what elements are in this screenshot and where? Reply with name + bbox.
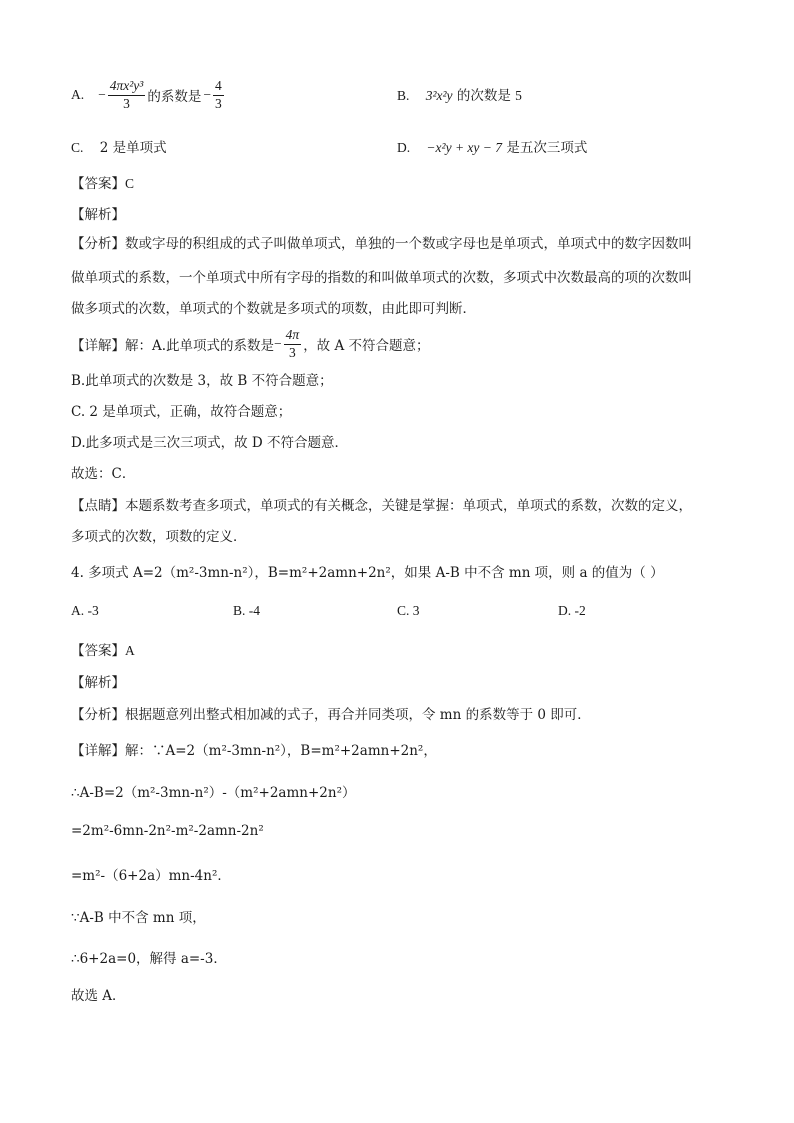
- option-a-numerator: 4πx²y³: [108, 79, 146, 96]
- fenxi-line-2: 做单项式的系数，一个单项式中所有字母的指数的和叫做单项式的次数，多项式中次数最高的项的次数叫: [71, 270, 692, 286]
- q4-step-2: ∴A-B=2（m²-3mn-n²）-（m²+2amn+2n²）: [71, 785, 356, 801]
- q3-fenxi: [71, 234, 692, 254]
- option-a-value-denominator: 3: [214, 95, 222, 111]
- option-d-label: D.: [397, 140, 411, 155]
- q3-option-a: [71, 74, 226, 116]
- q4-option-a: A. -3: [71, 603, 99, 618]
- xiangjie-fraction: [284, 328, 302, 361]
- option-d-text: 是五次三项式: [506, 140, 588, 156]
- option-b-label: B.: [397, 88, 410, 103]
- q4-option-b: B. -4: [233, 603, 260, 618]
- option-a-value-fraction: [213, 79, 224, 112]
- xiangjie-text-post: ，故 A 不符合题意；: [303, 338, 430, 354]
- fenxi-tag: 【分析】: [71, 707, 125, 723]
- q3-xiangjie-line-2: B.此单项式的次数是 3，故 B 不符合题意；: [71, 373, 333, 389]
- q3-dianjing-line-2: 多项式的次数，项数的定义．: [71, 529, 247, 545]
- fenxi-line-3: 做多项式的次数，单项式的个数就是多项式的项数，由此即可判断．: [71, 301, 476, 317]
- dianjing-tag: 【点睛】: [71, 498, 125, 514]
- fenxi-line-1: 数或字母的积组成的式子叫做单项式，单独的一个数或字母也是单项式，单项式中的数字因数叫: [125, 236, 692, 252]
- option-a-denominator: 3: [123, 95, 130, 111]
- q4-step-5: ∵A-B 中不含 mn 项，: [71, 910, 206, 926]
- dianjing-text-1: 本题系数考查多项式，单项式的有关概念，关键是掌握：单项式，单项式的系数，次数的定义，: [125, 498, 692, 514]
- q3-answer: [71, 172, 134, 192]
- option-a-fraction: [108, 79, 146, 112]
- q3-option-c: [71, 136, 167, 156]
- step-1-text: 解：∵A=2（m²-3mn-n²），B=m²+2amn+2n²，: [125, 743, 437, 759]
- option-a-value-numerator: 4: [213, 79, 224, 96]
- q3-xiangjie-line-5: 故选：C．: [71, 466, 136, 482]
- xiangjie-minus: −: [274, 336, 282, 351]
- option-c-text: 2 是单项式: [99, 140, 167, 156]
- option-b-value: 5: [515, 88, 522, 103]
- fenxi-text: 根据题意列出整式相加减的式子，再合并同类项，令 mn 的系数等于 0 即可．: [125, 707, 591, 723]
- q4-step-3: =2m²-6mn-2n²-m²-2amn-2n²: [71, 823, 264, 839]
- q3-option-d: [397, 136, 587, 156]
- option-b-expression: 3²x²y: [425, 88, 453, 103]
- option-d-expression: −x²y + xy − 7: [426, 140, 503, 155]
- answer-value: A: [125, 643, 135, 658]
- xiangjie-text-pre: 解：A.此单项式的系数是: [125, 338, 275, 354]
- q4-option-c: C. 3: [397, 603, 420, 618]
- q4-answer: [71, 639, 135, 659]
- xiangjie-denominator: 3: [289, 344, 296, 360]
- answer-tag: 【答案】: [71, 176, 125, 192]
- q3-xiangjie-line-3: C. 2 是单项式，正确，故符合题意；: [71, 404, 292, 420]
- answer-tag: 【答案】: [71, 643, 125, 659]
- q3-dianjing-line-1: [71, 494, 692, 514]
- q3-xiangjie-line-4: D.此多项式是三次三项式，故 D 不符合题意．: [71, 435, 349, 451]
- option-a-label: A.: [71, 87, 85, 102]
- xiangjie-tag: 【详解】: [71, 743, 125, 759]
- q3-option-b: [397, 84, 522, 104]
- q4-step-6: ∴6+2a=0，解得 a=-3．: [71, 951, 227, 967]
- option-c-label: C.: [71, 140, 84, 155]
- q4-xiangjie-step-1: [71, 739, 437, 759]
- q4-stem: 4. 多项式 A=2（m²-3mn-n²），B=m²+2amn+2n²，如果 A-B 中不含 mn 项，则 a 的值为（ ）: [71, 565, 664, 581]
- q4-step-7: 故选 A．: [71, 988, 126, 1004]
- q4-analysis-tag: 【解析】: [71, 675, 125, 691]
- xiangjie-tag: 【详解】: [71, 338, 125, 354]
- option-a-minus: −: [98, 87, 106, 102]
- option-b-text: 的次数是: [456, 88, 511, 104]
- q4-option-d: D. -2: [558, 603, 586, 618]
- xiangjie-numerator: 4π: [284, 328, 302, 345]
- q4-step-4: =m²-（6+2a）mn-4n²．: [71, 868, 231, 884]
- q4-fenxi: [71, 703, 591, 723]
- answer-value: C: [125, 176, 135, 191]
- q3-xiangjie-line-1: [71, 324, 430, 364]
- option-a-text: 的系数是: [147, 89, 202, 105]
- q3-analysis-tag: 【解析】: [71, 207, 125, 223]
- option-a-value-minus: −: [203, 87, 211, 102]
- fenxi-tag: 【分析】: [71, 236, 125, 252]
